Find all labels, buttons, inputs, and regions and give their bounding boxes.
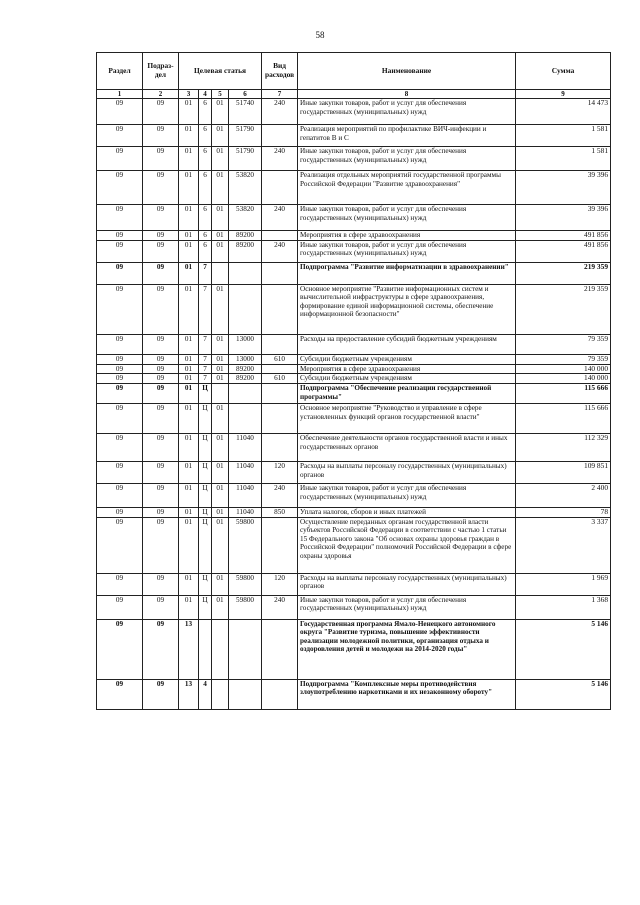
table-row <box>97 508 611 518</box>
table-row <box>97 462 611 484</box>
razdel-cell: 09 <box>97 231 143 241</box>
sum-cell: 14 473 <box>516 99 611 125</box>
activity-cell: 01 <box>212 334 229 354</box>
sum-cell: 79 359 <box>516 334 611 354</box>
name-cell: Иные закупки товаров, работ и услуг для обеспечения государственных (муниципальных) нужд <box>298 205 516 231</box>
subprogram-cell: 7 <box>199 374 212 384</box>
name-cell: Иные закупки товаров, работ и услуг для обеспечения государственных (муниципальных) нужд <box>298 99 516 125</box>
activity-cell: 01 <box>212 374 229 384</box>
name-cell: Основное мероприятие "Развитие информационных систем и вычислительной инфраструктуры в сфере здравоохранения, формирование единой информационной системы, обеспечение информационной безопасности" <box>298 284 516 334</box>
direction-cell: 89200 <box>229 364 262 374</box>
table-row <box>97 240 611 262</box>
razdel-cell: 09 <box>97 573 143 595</box>
subprogram-cell: 7 <box>199 354 212 364</box>
name-cell: Подпрограмма "Развитие информатизации в здравоохранении" <box>298 262 516 284</box>
vid-rashodov-cell: 240 <box>262 99 298 125</box>
activity-cell: 01 <box>212 99 229 125</box>
activity-cell: 01 <box>212 508 229 518</box>
activity-cell: 01 <box>212 171 229 205</box>
column-number: 8 <box>298 90 516 99</box>
direction-cell <box>229 619 262 679</box>
razdel-cell: 09 <box>97 205 143 231</box>
vid-rashodov-cell <box>262 262 298 284</box>
direction-cell: 89200 <box>229 374 262 384</box>
direction-cell: 89200 <box>229 231 262 241</box>
header-vid-rashodov: Вид расходов <box>262 53 298 90</box>
program-cell: 01 <box>179 334 199 354</box>
table-row <box>97 404 611 434</box>
column-number: 1 <box>97 90 143 99</box>
table-row <box>97 619 611 679</box>
name-cell: Расходы на выплаты персоналу государственных (муниципальных) органов <box>298 573 516 595</box>
vid-rashodov-cell <box>262 384 298 404</box>
sum-cell: 5 146 <box>516 619 611 679</box>
vid-rashodov-cell: 120 <box>262 462 298 484</box>
name-cell: Расходы на выплаты персоналу государственных (муниципальных) органов <box>298 462 516 484</box>
activity-cell <box>212 679 229 709</box>
table-row <box>97 384 611 404</box>
sum-cell: 1 969 <box>516 573 611 595</box>
razdel-cell: 09 <box>97 284 143 334</box>
direction-cell: 53820 <box>229 205 262 231</box>
subprogram-cell: Ц <box>199 517 212 573</box>
vid-rashodov-cell: 240 <box>262 147 298 171</box>
name-cell: Государственная программа Ямало-Ненецкого автономного округа "Развитие туризма, повышение эффективности реализации молодежной политики, организация отдыха и оздоровления детей и молодежи на 2014-2020 годы" <box>298 619 516 679</box>
sum-cell: 112 329 <box>516 434 611 462</box>
podrazdel-cell: 09 <box>143 517 179 573</box>
activity-cell: 01 <box>212 147 229 171</box>
razdel-cell: 09 <box>97 354 143 364</box>
column-number: 9 <box>516 90 611 99</box>
program-cell: 01 <box>179 508 199 518</box>
podrazdel-cell: 09 <box>143 679 179 709</box>
name-cell: Осуществление переданных органам государственной власти субъектов Российской Федерации в соответствии с частью 1 статьи 15 Федерального закона "Об основах охраны здоровья граждан в Российской Федерации" полномочий Российской Федерации в сфере охраны здоровья <box>298 517 516 573</box>
podrazdel-cell: 09 <box>143 508 179 518</box>
direction-cell: 53820 <box>229 171 262 205</box>
podrazdel-cell: 09 <box>143 262 179 284</box>
vid-rashodov-cell <box>262 679 298 709</box>
column-number: 6 <box>229 90 262 99</box>
name-cell: Уплата налогов, сборов и иных платежей <box>298 508 516 518</box>
razdel-cell: 09 <box>97 484 143 508</box>
vid-rashodov-cell <box>262 404 298 434</box>
subprogram-cell: Ц <box>199 573 212 595</box>
sum-cell: 78 <box>516 508 611 518</box>
name-cell: Иные закупки товаров, работ и услуг для обеспечения государственных (муниципальных) нужд <box>298 484 516 508</box>
program-cell: 01 <box>179 434 199 462</box>
razdel-cell: 09 <box>97 262 143 284</box>
table-row <box>97 171 611 205</box>
table-row <box>97 125 611 147</box>
column-number: 5 <box>212 90 229 99</box>
podrazdel-cell: 09 <box>143 125 179 147</box>
subprogram-cell: 6 <box>199 240 212 262</box>
subprogram-cell: 6 <box>199 171 212 205</box>
subprogram-cell: Ц <box>199 404 212 434</box>
activity-cell: 01 <box>212 125 229 147</box>
sum-cell: 79 359 <box>516 354 611 364</box>
podrazdel-cell: 09 <box>143 404 179 434</box>
table-row <box>97 484 611 508</box>
razdel-cell: 09 <box>97 240 143 262</box>
sum-cell: 1 368 <box>516 595 611 619</box>
program-cell: 13 <box>179 679 199 709</box>
activity-cell: 01 <box>212 462 229 484</box>
name-cell: Иные закупки товаров, работ и услуг для обеспечения государственных (муниципальных) нужд <box>298 240 516 262</box>
page-number: 58 <box>315 30 325 40</box>
name-cell: Мероприятия в сфере здравоохранения <box>298 364 516 374</box>
vid-rashodov-cell <box>262 619 298 679</box>
program-cell: 13 <box>179 619 199 679</box>
podrazdel-cell: 09 <box>143 573 179 595</box>
razdel-cell: 09 <box>97 619 143 679</box>
podrazdel-cell: 09 <box>143 147 179 171</box>
razdel-cell: 09 <box>97 171 143 205</box>
activity-cell <box>212 619 229 679</box>
podrazdel-cell: 09 <box>143 384 179 404</box>
vid-rashodov-cell: 240 <box>262 484 298 508</box>
vid-rashodov-cell: 610 <box>262 374 298 384</box>
direction-cell: 59800 <box>229 573 262 595</box>
podrazdel-cell: 09 <box>143 171 179 205</box>
table-row <box>97 99 611 125</box>
table-row <box>97 284 611 334</box>
table-row <box>97 147 611 171</box>
razdel-cell: 09 <box>97 364 143 374</box>
razdel-cell: 09 <box>97 384 143 404</box>
table-row <box>97 573 611 595</box>
activity-cell: 01 <box>212 354 229 364</box>
program-cell: 01 <box>179 354 199 364</box>
direction-cell: 11040 <box>229 484 262 508</box>
name-cell: Реализация отдельных мероприятий государственной программы Российской Федерации "Развитие здравоохранения" <box>298 171 516 205</box>
podrazdel-cell: 09 <box>143 354 179 364</box>
direction-cell: 89200 <box>229 240 262 262</box>
table-row <box>97 517 611 573</box>
activity-cell: 01 <box>212 573 229 595</box>
header-summa: Сумма <box>516 53 611 90</box>
vid-rashodov-cell: 240 <box>262 595 298 619</box>
podrazdel-cell: 09 <box>143 462 179 484</box>
activity-cell: 01 <box>212 231 229 241</box>
name-cell: Подпрограмма "Обеспечение реализации государственной программы" <box>298 384 516 404</box>
program-cell: 01 <box>179 231 199 241</box>
program-cell: 01 <box>179 484 199 508</box>
program-cell: 01 <box>179 240 199 262</box>
subprogram-cell: Ц <box>199 434 212 462</box>
sum-cell: 1 581 <box>516 147 611 171</box>
program-cell: 01 <box>179 147 199 171</box>
table-row <box>97 595 611 619</box>
vid-rashodov-cell <box>262 334 298 354</box>
table-row <box>97 374 611 384</box>
name-cell: Обеспечение деятельности органов государственной власти и иных государственных органов <box>298 434 516 462</box>
direction-cell: 11040 <box>229 462 262 484</box>
name-cell: Подпрограмма "Комплексные меры противодействия злоупотреблению наркотиками и их незаконному обороту" <box>298 679 516 709</box>
podrazdel-cell: 09 <box>143 364 179 374</box>
program-cell: 01 <box>179 462 199 484</box>
column-number: 4 <box>199 90 212 99</box>
vid-rashodov-cell: 240 <box>262 240 298 262</box>
program-cell: 01 <box>179 284 199 334</box>
activity-cell <box>212 384 229 404</box>
activity-cell <box>212 262 229 284</box>
subprogram-cell: 7 <box>199 262 212 284</box>
subprogram-cell: 6 <box>199 231 212 241</box>
direction-cell: 11040 <box>229 434 262 462</box>
sum-cell: 115 666 <box>516 404 611 434</box>
vid-rashodov-cell <box>262 517 298 573</box>
sum-cell: 109 851 <box>516 462 611 484</box>
direction-cell: 51790 <box>229 125 262 147</box>
subprogram-cell: Ц <box>199 508 212 518</box>
subprogram-cell: Ц <box>199 484 212 508</box>
direction-cell: 13000 <box>229 334 262 354</box>
activity-cell: 01 <box>212 205 229 231</box>
header-row <box>97 53 611 90</box>
podrazdel-cell: 09 <box>143 595 179 619</box>
sum-cell: 140 000 <box>516 364 611 374</box>
activity-cell: 01 <box>212 284 229 334</box>
vid-rashodov-cell: 120 <box>262 573 298 595</box>
subprogram-cell: 6 <box>199 147 212 171</box>
direction-cell: 13000 <box>229 354 262 364</box>
razdel-cell: 09 <box>97 595 143 619</box>
program-cell: 01 <box>179 573 199 595</box>
razdel-cell: 09 <box>97 125 143 147</box>
podrazdel-cell: 09 <box>143 99 179 125</box>
podrazdel-cell: 09 <box>143 619 179 679</box>
vid-rashodov-cell: 240 <box>262 205 298 231</box>
program-cell: 01 <box>179 125 199 147</box>
vid-rashodov-cell <box>262 364 298 374</box>
activity-cell: 01 <box>212 434 229 462</box>
podrazdel-cell: 09 <box>143 434 179 462</box>
program-cell: 01 <box>179 404 199 434</box>
razdel-cell: 09 <box>97 679 143 709</box>
subprogram-cell: 7 <box>199 364 212 374</box>
razdel-cell: 09 <box>97 374 143 384</box>
table-row <box>97 334 611 354</box>
sum-cell: 219 359 <box>516 284 611 334</box>
razdel-cell: 09 <box>97 99 143 125</box>
direction-cell <box>229 384 262 404</box>
direction-cell <box>229 679 262 709</box>
name-cell: Основное мероприятие "Руководство и управление в сфере установленных функций органов государственной власти" <box>298 404 516 434</box>
name-cell: Субсидии бюджетным учреждениям <box>298 374 516 384</box>
direction-cell: 59800 <box>229 595 262 619</box>
program-cell: 01 <box>179 171 199 205</box>
subprogram-cell <box>199 619 212 679</box>
subprogram-cell: 6 <box>199 205 212 231</box>
razdel-cell: 09 <box>97 517 143 573</box>
podrazdel-cell: 09 <box>143 231 179 241</box>
table-row <box>97 434 611 462</box>
table-row <box>97 679 611 709</box>
sum-cell: 39 396 <box>516 171 611 205</box>
name-cell: Реализация мероприятий по профилактике ВИЧ-инфекции и гепатитов В и С <box>298 125 516 147</box>
podrazdel-cell: 09 <box>143 284 179 334</box>
podrazdel-cell: 09 <box>143 374 179 384</box>
vid-rashodov-cell <box>262 284 298 334</box>
program-cell: 01 <box>179 262 199 284</box>
column-number: 3 <box>179 90 199 99</box>
name-cell: Расходы на предоставление субсидий бюджетным учреждениям <box>298 334 516 354</box>
name-cell: Иные закупки товаров, работ и услуг для обеспечения государственных (муниципальных) нужд <box>298 595 516 619</box>
activity-cell: 01 <box>212 484 229 508</box>
budget-table <box>96 52 611 710</box>
program-cell: 01 <box>179 384 199 404</box>
subprogram-cell: 6 <box>199 125 212 147</box>
subprogram-cell: Ц <box>199 595 212 619</box>
program-cell: 01 <box>179 99 199 125</box>
column-number: 2 <box>143 90 179 99</box>
program-cell: 01 <box>179 517 199 573</box>
podrazdel-cell: 09 <box>143 334 179 354</box>
program-cell: 01 <box>179 595 199 619</box>
direction-cell: 51740 <box>229 99 262 125</box>
sum-cell: 2 400 <box>516 484 611 508</box>
vid-rashodov-cell <box>262 231 298 241</box>
header-podrazdel: Подраз-дел <box>143 53 179 90</box>
activity-cell: 01 <box>212 240 229 262</box>
vid-rashodov-cell <box>262 125 298 147</box>
header-celevaya-statya: Целевая статья <box>179 53 262 90</box>
sum-cell: 491 856 <box>516 231 611 241</box>
direction-cell <box>229 262 262 284</box>
table-row <box>97 354 611 364</box>
subprogram-cell: Ц <box>199 384 212 404</box>
activity-cell: 01 <box>212 517 229 573</box>
direction-cell: 11040 <box>229 508 262 518</box>
sum-cell: 219 359 <box>516 262 611 284</box>
razdel-cell: 09 <box>97 334 143 354</box>
vid-rashodov-cell: 610 <box>262 354 298 364</box>
sum-cell: 115 666 <box>516 384 611 404</box>
sum-cell: 140 000 <box>516 374 611 384</box>
subprogram-cell: 6 <box>199 99 212 125</box>
razdel-cell: 09 <box>97 462 143 484</box>
razdel-cell: 09 <box>97 508 143 518</box>
header-razdel: Раздел <box>97 53 143 90</box>
program-cell: 01 <box>179 205 199 231</box>
vid-rashodov-cell <box>262 434 298 462</box>
subprogram-cell: 7 <box>199 284 212 334</box>
vid-rashodov-cell: 850 <box>262 508 298 518</box>
direction-cell: 51790 <box>229 147 262 171</box>
program-cell: 01 <box>179 374 199 384</box>
activity-cell: 01 <box>212 364 229 374</box>
subprogram-cell: 4 <box>199 679 212 709</box>
sum-cell: 3 337 <box>516 517 611 573</box>
subprogram-cell: Ц <box>199 462 212 484</box>
activity-cell: 01 <box>212 404 229 434</box>
razdel-cell: 09 <box>97 404 143 434</box>
activity-cell: 01 <box>212 595 229 619</box>
table-row <box>97 231 611 241</box>
direction-cell <box>229 284 262 334</box>
podrazdel-cell: 09 <box>143 205 179 231</box>
name-cell: Мероприятия в сфере здравоохранения <box>298 231 516 241</box>
podrazdel-cell: 09 <box>143 240 179 262</box>
name-cell: Субсидии бюджетным учреждениям <box>298 354 516 364</box>
direction-cell <box>229 404 262 434</box>
sum-cell: 39 396 <box>516 205 611 231</box>
podrazdel-cell: 09 <box>143 484 179 508</box>
column-number: 7 <box>262 90 298 99</box>
subprogram-cell: 7 <box>199 334 212 354</box>
table-row <box>97 262 611 284</box>
razdel-cell: 09 <box>97 434 143 462</box>
column-number-row <box>97 90 611 99</box>
sum-cell: 5 146 <box>516 679 611 709</box>
program-cell: 01 <box>179 364 199 374</box>
name-cell: Иные закупки товаров, работ и услуг для обеспечения государственных (муниципальных) нужд <box>298 147 516 171</box>
table-row <box>97 205 611 231</box>
sum-cell: 491 856 <box>516 240 611 262</box>
vid-rashodov-cell <box>262 171 298 205</box>
razdel-cell: 09 <box>97 147 143 171</box>
direction-cell: 59800 <box>229 517 262 573</box>
sum-cell: 1 581 <box>516 125 611 147</box>
header-naimenovanie: Наименование <box>298 53 516 90</box>
table-row <box>97 364 611 374</box>
